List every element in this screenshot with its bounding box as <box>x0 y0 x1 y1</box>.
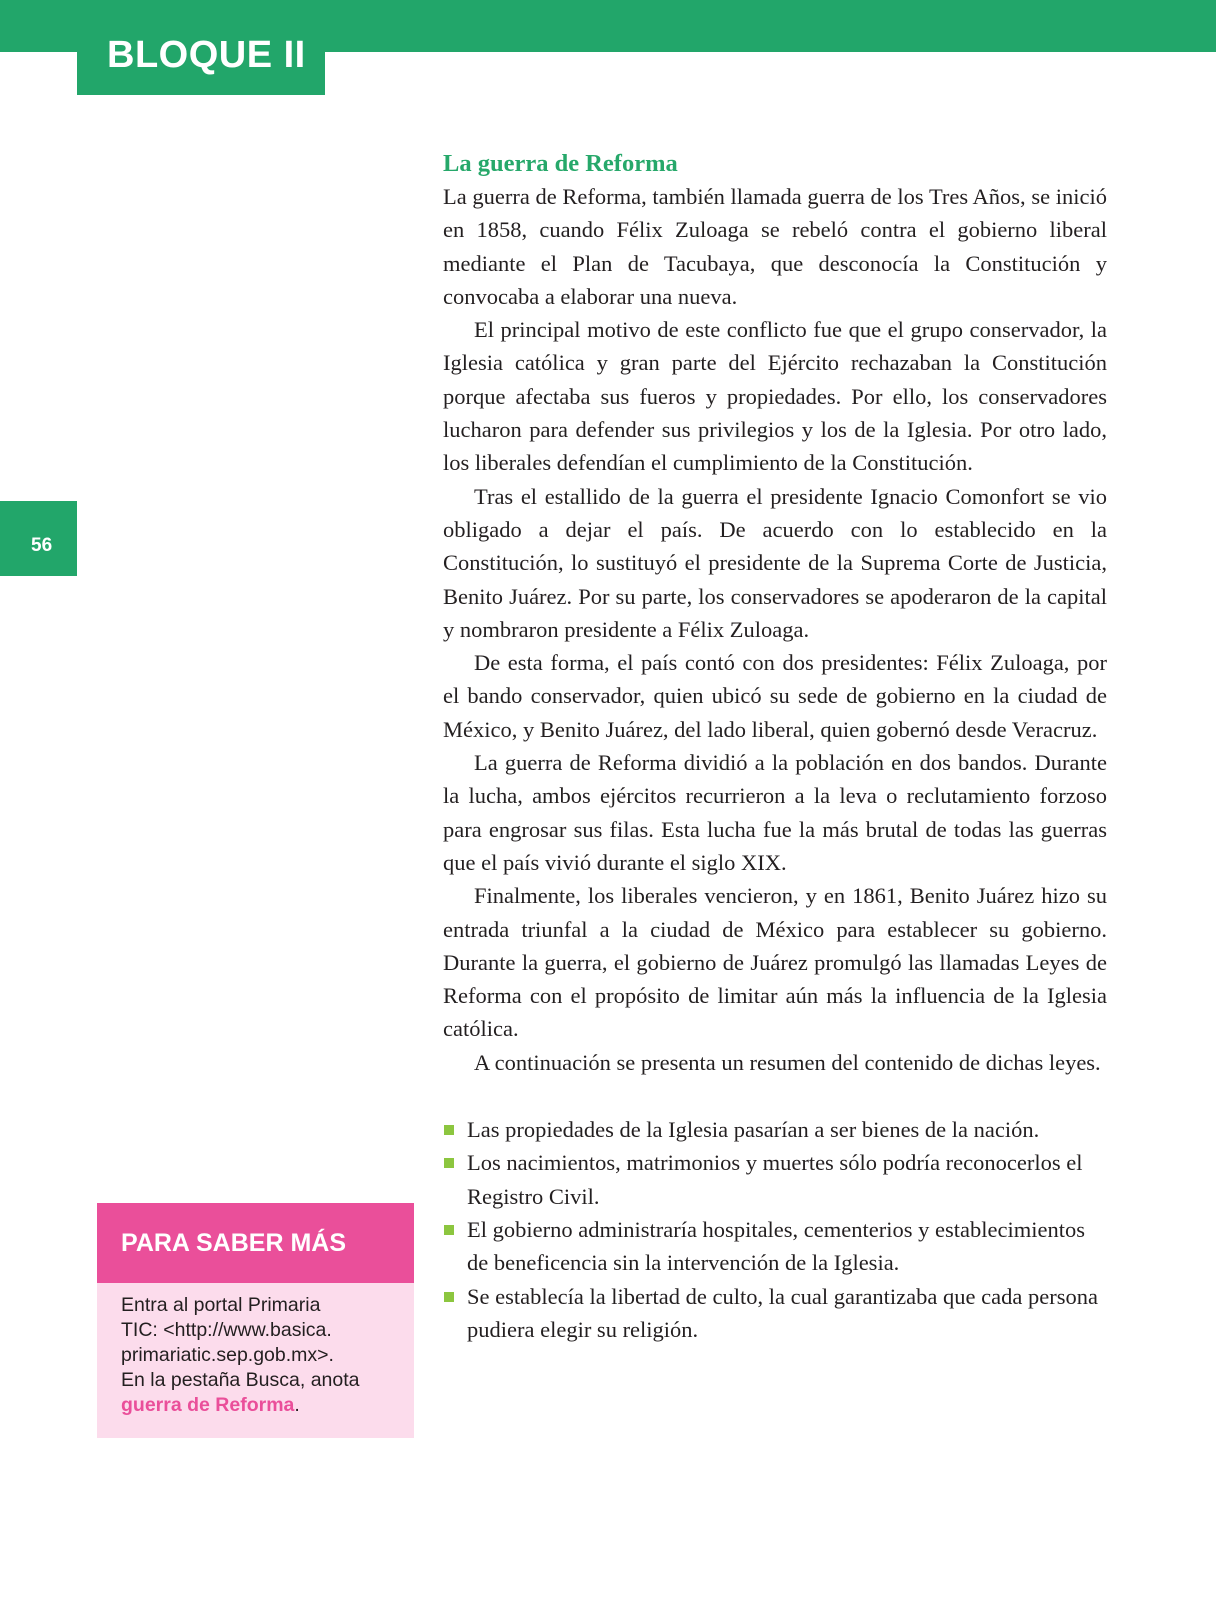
square-bullet-icon <box>444 1125 454 1135</box>
list-item <box>443 1280 1107 1347</box>
paragraph: Finalmente, los liberales vencieron, y en 1861, Benito Juárez hizo su entrada triunfal a la ciudad de México para establecer su gobierno. Durante la guerra, el gobierno de Juárez promulgó las llamadas Leyes de Reforma con el propósito de limitar aún más la influencia de la Iglesia católica. <box>443 883 1107 1042</box>
main-content <box>443 148 1107 1346</box>
sidebar-title: PARA SABER MÁS <box>121 1229 347 1257</box>
sidebar-text-line: En la pestaña Busca, anota <box>121 1369 360 1391</box>
sidebar-text-line: Entra al portal Primaria <box>121 1294 321 1316</box>
sidebar-link-text[interactable]: primariatic.sep.gob.mx>. <box>121 1344 334 1366</box>
paragraph: De esta forma, el país contó con dos presidentes: Félix Zuloaga, por el bando conservador, quien ubicó su sede de gobierno en la ciudad de México, y Benito Juárez, del lado liberal, quien gobernó desde Veracruz. <box>443 650 1107 742</box>
trailing-period: . <box>294 1394 300 1416</box>
square-bullet-icon <box>444 1292 454 1302</box>
laws-summary-list <box>443 1113 1107 1346</box>
section-title: La guerra de Reforma <box>443 150 678 177</box>
page-number-tab <box>0 501 77 576</box>
para-saber-mas-box <box>97 1203 414 1438</box>
list-item-text: El gobierno administraría hospitales, cementerios y establecimientos de beneficencia sin la intervención de la Iglesia. <box>467 1216 1085 1276</box>
paragraph: El principal motivo de este conflicto fue que el grupo conservador, la Iglesia católica y gran parte del Ejército rechazaban la Constitución porque afectaba sus fueros y propiedades. Por ello, los conservadores lucharon para defender sus privilegios y los de la Iglesia. Por otro lado, los liberales defendían el cumplimiento de la Constitución. <box>443 317 1107 476</box>
bloque-tab <box>77 0 325 95</box>
list-item <box>443 1113 1107 1146</box>
sidebar-link-text[interactable]: TIC: <http://www.basica. <box>121 1319 332 1341</box>
paragraph: La guerra de Reforma dividió a la población en dos bandos. Durante la lucha, ambos ejércitos recurrieron a la leva o reclutamiento forzoso para engrosar sus filas. Esta lucha fue la más brutal de todas las guerras que el país vivió durante el siglo XIX. <box>443 750 1107 875</box>
sidebar-text-line <box>121 1393 401 1418</box>
list-item <box>443 1146 1107 1213</box>
list-item-text: Las propiedades de la Iglesia pasarían a ser bienes de la nación. <box>467 1117 1040 1143</box>
list-item-text: Los nacimientos, matrimonios y muertes sólo podría reconocerlos el Registro Civil. <box>467 1150 1083 1209</box>
paragraph: La guerra de Reforma, también llamada guerra de los Tres Años, se inició en 1858, cuando Félix Zuloaga se rebeló contra el gobierno liberal mediante el Plan de Tacubaya, que desconocía la Constitución y convocaba a elaborar una nueva. <box>443 184 1107 309</box>
sidebar-header <box>97 1203 414 1283</box>
list-item <box>443 1213 1107 1280</box>
list-item-text: Se establecía la libertad de culto, la cual garantizaba que cada persona pudiera elegir su religión. <box>467 1283 1098 1342</box>
paragraph: Tras el estallido de la guerra el presidente Ignacio Comonfort se vio obligado a dejar el país. De acuerdo con lo establecido en la Constitución, lo sustituyó el presidente de la Suprema Corte de Justicia, Benito Juárez. Por su parte, los conservadores se apoderaron de la capital y nombraron presidente a Félix Zuloaga. <box>443 483 1107 642</box>
sidebar-body <box>121 1293 401 1418</box>
bloque-label: BLOQUE II <box>107 34 306 76</box>
page-number: 56 <box>31 535 53 556</box>
search-term-highlight: guerra de Reforma <box>121 1394 295 1416</box>
square-bullet-icon <box>444 1225 454 1235</box>
square-bullet-icon <box>444 1158 454 1168</box>
paragraph: A continuación se presenta un resumen del contenido de dichas leyes. <box>474 1049 1101 1075</box>
